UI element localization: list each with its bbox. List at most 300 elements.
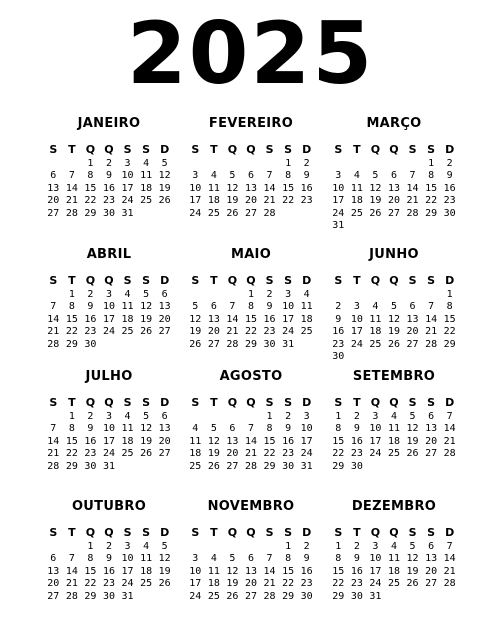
weekday-label: S <box>142 143 151 156</box>
day-cell: 27 <box>158 448 171 460</box>
day-cell: 11 <box>350 182 363 194</box>
day-cell: 24 <box>121 195 134 207</box>
day-cell: 20 <box>425 435 438 447</box>
day-cell: 18 <box>387 565 400 577</box>
day-cell: 2 <box>335 301 342 313</box>
week-row <box>44 326 174 338</box>
day-cell <box>242 541 261 553</box>
day-cell: 26 <box>207 460 220 472</box>
day-cell: 22 <box>425 195 438 207</box>
day-cell: 9 <box>303 553 310 565</box>
day-cell <box>385 591 404 603</box>
day-cell: 15 <box>282 182 295 194</box>
weekday-label: D <box>160 143 170 156</box>
day-cell: 4 <box>143 541 150 552</box>
day-cell: 24 <box>121 578 134 590</box>
day-cell: 29 <box>84 207 97 219</box>
day-cell: 9 <box>266 301 273 313</box>
day-cell: 14 <box>65 182 78 194</box>
day-cell: 30 <box>84 460 97 472</box>
day-cell <box>205 541 224 553</box>
day-cell: 25 <box>207 590 220 602</box>
day-cell: 2 <box>446 158 453 169</box>
day-cell: 18 <box>140 182 153 194</box>
weekday-header-row <box>329 395 459 410</box>
day-cell: 31 <box>121 590 134 602</box>
week-row <box>44 591 174 603</box>
week-row <box>186 314 316 326</box>
day-cell: 3 <box>192 170 199 182</box>
day-cell: 8 <box>87 170 94 182</box>
day-cell: 5 <box>143 411 150 422</box>
week-row <box>329 170 459 182</box>
day-cell: 16 <box>102 565 115 577</box>
week-row <box>186 423 316 435</box>
weekday-label: T <box>353 396 361 409</box>
day-cell: 9 <box>446 170 453 182</box>
weekday-label: D <box>160 396 170 409</box>
day-cell <box>329 289 348 301</box>
day-cell: 5 <box>161 158 168 169</box>
weekday-label: S <box>123 526 132 539</box>
day-cell: 30 <box>102 590 115 602</box>
day-cell <box>205 411 224 423</box>
day-cell <box>422 351 441 363</box>
day-cell: 8 <box>87 553 94 565</box>
day-cell: 12 <box>406 553 419 565</box>
day-cell: 21 <box>65 195 78 207</box>
day-cell: 22 <box>332 448 345 460</box>
day-cell: 1 <box>428 158 435 169</box>
day-cell <box>440 351 459 363</box>
day-cell: 30 <box>300 590 313 602</box>
day-cell: 27 <box>158 326 171 338</box>
day-cell: 30 <box>84 338 97 350</box>
month-maio <box>186 246 316 351</box>
day-cell: 4 <box>390 541 397 552</box>
day-cell: 30 <box>263 338 276 350</box>
day-cell: 14 <box>226 313 239 325</box>
day-cell: 6 <box>428 541 435 552</box>
day-cell: 20 <box>244 195 257 207</box>
month-days-grid <box>186 142 316 220</box>
day-cell: 11 <box>121 423 134 435</box>
day-cell: 18 <box>207 578 220 590</box>
day-cell: 28 <box>443 578 456 590</box>
day-cell: 22 <box>65 326 78 338</box>
day-cell: 10 <box>369 423 382 435</box>
day-cell: 6 <box>247 170 254 182</box>
day-cell: 13 <box>226 435 239 447</box>
day-cell: 15 <box>443 313 456 325</box>
day-cell: 11 <box>121 301 134 313</box>
weekday-label: S <box>408 396 417 409</box>
day-cell: 28 <box>244 460 257 472</box>
weekday-label: Q <box>104 526 114 539</box>
weekday-label: T <box>353 526 361 539</box>
day-cell: 12 <box>158 170 171 182</box>
day-cell: 14 <box>47 435 60 447</box>
day-cell <box>366 158 385 170</box>
day-cell: 24 <box>189 207 202 219</box>
day-cell <box>348 158 367 170</box>
day-cell: 3 <box>372 541 379 552</box>
day-cell: 13 <box>387 182 400 194</box>
day-cell: 20 <box>158 313 171 325</box>
day-cell: 1 <box>68 411 75 422</box>
day-cell: 26 <box>158 578 171 590</box>
week-row <box>44 170 174 182</box>
weekday-label: D <box>302 526 312 539</box>
day-cell: 23 <box>102 195 115 207</box>
day-cell: 7 <box>428 301 435 313</box>
day-cell: 17 <box>121 565 134 577</box>
day-cell: 25 <box>387 578 400 590</box>
day-cell: 19 <box>406 565 419 577</box>
day-cell: 13 <box>425 553 438 565</box>
day-cell: 11 <box>189 435 202 447</box>
weekday-label: Q <box>370 143 381 156</box>
week-row <box>329 183 459 195</box>
day-cell <box>137 591 156 603</box>
week-row <box>186 326 316 338</box>
day-cell: 24 <box>102 326 115 338</box>
day-cell: 29 <box>332 460 345 472</box>
day-cell: 14 <box>425 313 438 325</box>
day-cell: 28 <box>425 338 438 350</box>
weekday-label: Q <box>370 396 381 409</box>
day-cell: 13 <box>425 423 438 435</box>
day-cell: 21 <box>263 578 276 590</box>
day-cell: 13 <box>47 565 60 577</box>
week-row <box>186 195 316 207</box>
week-row <box>44 436 174 448</box>
day-cell: 30 <box>350 460 363 472</box>
day-cell: 22 <box>84 578 97 590</box>
day-cell: 4 <box>143 158 150 169</box>
day-cell: 31 <box>332 219 345 231</box>
day-cell: 12 <box>158 553 171 565</box>
month-days-grid <box>44 273 174 351</box>
day-cell: 27 <box>207 338 220 350</box>
month-janeiro <box>44 115 174 220</box>
day-cell: 28 <box>47 338 60 350</box>
weekday-label: S <box>427 274 436 287</box>
day-cell <box>205 158 224 170</box>
weekday-label: D <box>445 143 455 156</box>
week-row <box>44 423 174 435</box>
day-cell: 21 <box>65 578 78 590</box>
day-cell: 17 <box>332 195 345 207</box>
day-cell: 23 <box>282 448 295 460</box>
day-cell: 4 <box>124 411 131 422</box>
day-cell: 12 <box>369 182 382 194</box>
day-cell: 19 <box>140 313 153 325</box>
weekday-label: Q <box>389 396 399 409</box>
day-cell: 18 <box>387 435 400 447</box>
day-cell: 21 <box>263 195 276 207</box>
day-cell <box>118 461 137 473</box>
day-cell: 9 <box>303 170 310 182</box>
day-cell: 24 <box>189 590 202 602</box>
day-cell: 22 <box>282 578 295 590</box>
day-cell: 12 <box>207 435 220 447</box>
day-cell <box>137 339 156 351</box>
day-cell: 20 <box>158 435 171 447</box>
day-cell <box>223 289 242 301</box>
day-cell: 28 <box>226 338 239 350</box>
weekday-label: T <box>68 143 76 156</box>
day-cell: 7 <box>409 170 416 182</box>
day-cell: 17 <box>189 578 202 590</box>
day-cell: 22 <box>332 578 345 590</box>
day-cell <box>205 289 224 301</box>
weekday-label: S <box>408 274 417 287</box>
day-cell: 29 <box>443 338 456 350</box>
weekday-label: Q <box>246 143 256 156</box>
day-cell: 24 <box>300 448 313 460</box>
day-cell: 12 <box>226 565 239 577</box>
weekday-label: S <box>191 396 200 409</box>
day-cell: 26 <box>406 578 419 590</box>
day-cell: 2 <box>303 158 310 169</box>
day-cell: 29 <box>263 460 276 472</box>
week-row <box>44 183 174 195</box>
day-cell <box>137 461 156 473</box>
week-row <box>44 411 174 423</box>
month-days-grid <box>44 395 174 473</box>
week-row <box>186 158 316 170</box>
day-cell: 10 <box>350 313 363 325</box>
weekday-label: S <box>334 396 343 409</box>
day-cell: 29 <box>282 590 295 602</box>
day-cell <box>44 289 63 301</box>
day-cell: 23 <box>102 578 115 590</box>
weekday-label: S <box>265 526 274 539</box>
day-cell: 26 <box>226 207 239 219</box>
day-cell <box>44 541 63 553</box>
week-row <box>329 158 459 170</box>
day-cell: 13 <box>158 423 171 435</box>
day-cell: 16 <box>443 182 456 194</box>
weekday-label: D <box>445 396 455 409</box>
weekday-label: T <box>353 274 361 287</box>
day-cell: 15 <box>65 313 78 325</box>
day-cell: 12 <box>226 182 239 194</box>
day-cell: 18 <box>369 326 382 338</box>
day-cell: 13 <box>207 313 220 325</box>
weekday-header-row <box>44 273 174 288</box>
weekday-label: S <box>142 526 151 539</box>
weekday-label: T <box>68 396 76 409</box>
day-cell: 20 <box>207 326 220 338</box>
day-cell <box>440 220 459 232</box>
day-cell: 26 <box>226 590 239 602</box>
day-cell: 15 <box>332 435 345 447</box>
day-cell: 25 <box>121 448 134 460</box>
day-cell: 7 <box>68 553 75 565</box>
day-cell: 10 <box>300 423 313 435</box>
day-cell: 20 <box>244 578 257 590</box>
day-cell: 8 <box>335 553 342 565</box>
day-cell: 22 <box>263 448 276 460</box>
weekday-label: Q <box>370 274 381 287</box>
week-row <box>186 208 316 220</box>
day-cell: 18 <box>121 435 134 447</box>
day-cell: 11 <box>140 170 153 182</box>
day-cell: 9 <box>285 423 292 435</box>
weekday-label: D <box>160 526 170 539</box>
day-cell: 3 <box>285 289 292 300</box>
month-junho <box>329 246 459 363</box>
day-cell <box>422 461 441 473</box>
day-cell <box>366 351 385 363</box>
day-cell: 27 <box>387 207 400 219</box>
day-cell: 7 <box>247 423 254 435</box>
week-row <box>329 220 459 232</box>
week-row <box>329 423 459 435</box>
day-cell: 24 <box>332 207 345 219</box>
month-name: JULHO <box>85 369 133 384</box>
day-cell: 2 <box>87 289 94 300</box>
day-cell: 3 <box>124 541 131 552</box>
month-days-grid <box>186 525 316 603</box>
weekday-label: S <box>334 274 343 287</box>
weekday-label: S <box>408 143 417 156</box>
day-cell: 8 <box>68 423 75 435</box>
day-cell: 23 <box>443 195 456 207</box>
day-cell: 7 <box>446 411 453 422</box>
month-setembro <box>329 368 459 473</box>
day-cell: 11 <box>300 301 313 313</box>
week-row <box>186 411 316 423</box>
day-cell: 5 <box>229 553 236 565</box>
week-row <box>44 314 174 326</box>
day-cell: 15 <box>84 565 97 577</box>
week-row <box>44 208 174 220</box>
week-row <box>329 208 459 220</box>
day-cell: 10 <box>121 553 134 565</box>
day-cell: 21 <box>443 565 456 577</box>
day-cell <box>44 411 63 423</box>
weekday-header-row <box>44 142 174 157</box>
day-cell <box>403 351 422 363</box>
day-cell: 11 <box>140 553 153 565</box>
day-cell: 21 <box>244 448 257 460</box>
day-cell: 17 <box>300 435 313 447</box>
day-cell: 27 <box>47 207 60 219</box>
day-cell: 5 <box>390 301 397 313</box>
day-cell: 26 <box>369 207 382 219</box>
day-cell: 16 <box>84 435 97 447</box>
day-cell: 14 <box>443 553 456 565</box>
day-cell: 10 <box>189 565 202 577</box>
day-cell: 19 <box>226 195 239 207</box>
day-cell: 6 <box>50 553 57 565</box>
day-cell <box>403 158 422 170</box>
month-name: OUTUBRO <box>71 499 147 514</box>
day-cell: 24 <box>282 326 295 338</box>
week-row <box>329 326 459 338</box>
day-cell: 6 <box>409 301 416 313</box>
week-row <box>44 461 174 473</box>
day-cell: 7 <box>50 423 57 435</box>
day-cell: 25 <box>121 326 134 338</box>
day-cell: 24 <box>350 338 363 350</box>
weekday-label: S <box>284 143 293 156</box>
weekday-label: Q <box>85 396 96 409</box>
month-name: DEZEMBRO <box>351 499 437 514</box>
day-cell: 8 <box>285 170 292 182</box>
day-cell: 22 <box>244 326 257 338</box>
day-cell: 22 <box>443 326 456 338</box>
day-cell: 18 <box>189 448 202 460</box>
week-row <box>329 314 459 326</box>
weekday-header-row <box>44 395 174 410</box>
day-cell: 23 <box>350 578 363 590</box>
day-cell: 30 <box>350 590 363 602</box>
day-cell <box>440 591 459 603</box>
day-cell: 2 <box>353 411 360 422</box>
day-cell: 23 <box>300 195 313 207</box>
year-title: 2025 <box>126 4 375 104</box>
day-cell: 3 <box>192 553 199 565</box>
day-cell: 22 <box>84 195 97 207</box>
week-row <box>44 195 174 207</box>
weekday-label: T <box>210 396 218 409</box>
day-cell: 11 <box>207 182 220 194</box>
day-cell <box>242 158 261 170</box>
week-row <box>329 339 459 351</box>
day-cell: 17 <box>369 435 382 447</box>
day-cell: 4 <box>372 301 379 313</box>
day-cell: 21 <box>47 326 60 338</box>
weekday-label: Q <box>370 526 381 539</box>
weekday-header-row <box>186 142 316 157</box>
day-cell: 25 <box>369 338 382 350</box>
weekday-label: S <box>284 396 293 409</box>
day-cell: 6 <box>161 289 168 300</box>
day-cell: 21 <box>47 448 60 460</box>
weekday-label: T <box>353 143 361 156</box>
weekday-label: S <box>49 274 58 287</box>
day-cell: 19 <box>158 565 171 577</box>
week-row <box>186 541 316 553</box>
day-cell <box>403 289 422 301</box>
weekday-label: S <box>284 274 293 287</box>
month-days-grid <box>44 525 174 603</box>
day-cell: 16 <box>84 313 97 325</box>
day-cell: 19 <box>158 182 171 194</box>
day-cell: 6 <box>428 411 435 422</box>
day-cell: 13 <box>244 565 257 577</box>
day-cell <box>155 208 174 220</box>
week-row <box>329 195 459 207</box>
day-cell: 9 <box>87 301 94 313</box>
day-cell: 4 <box>353 170 360 182</box>
day-cell: 19 <box>369 195 382 207</box>
day-cell: 18 <box>350 195 363 207</box>
day-cell: 14 <box>406 182 419 194</box>
day-cell <box>403 591 422 603</box>
weekday-label: T <box>68 274 76 287</box>
day-cell: 9 <box>105 553 112 565</box>
day-cell: 19 <box>406 435 419 447</box>
weekday-label: S <box>142 274 151 287</box>
day-cell <box>63 158 82 170</box>
day-cell: 5 <box>210 423 217 435</box>
weekday-header-row <box>329 525 459 540</box>
